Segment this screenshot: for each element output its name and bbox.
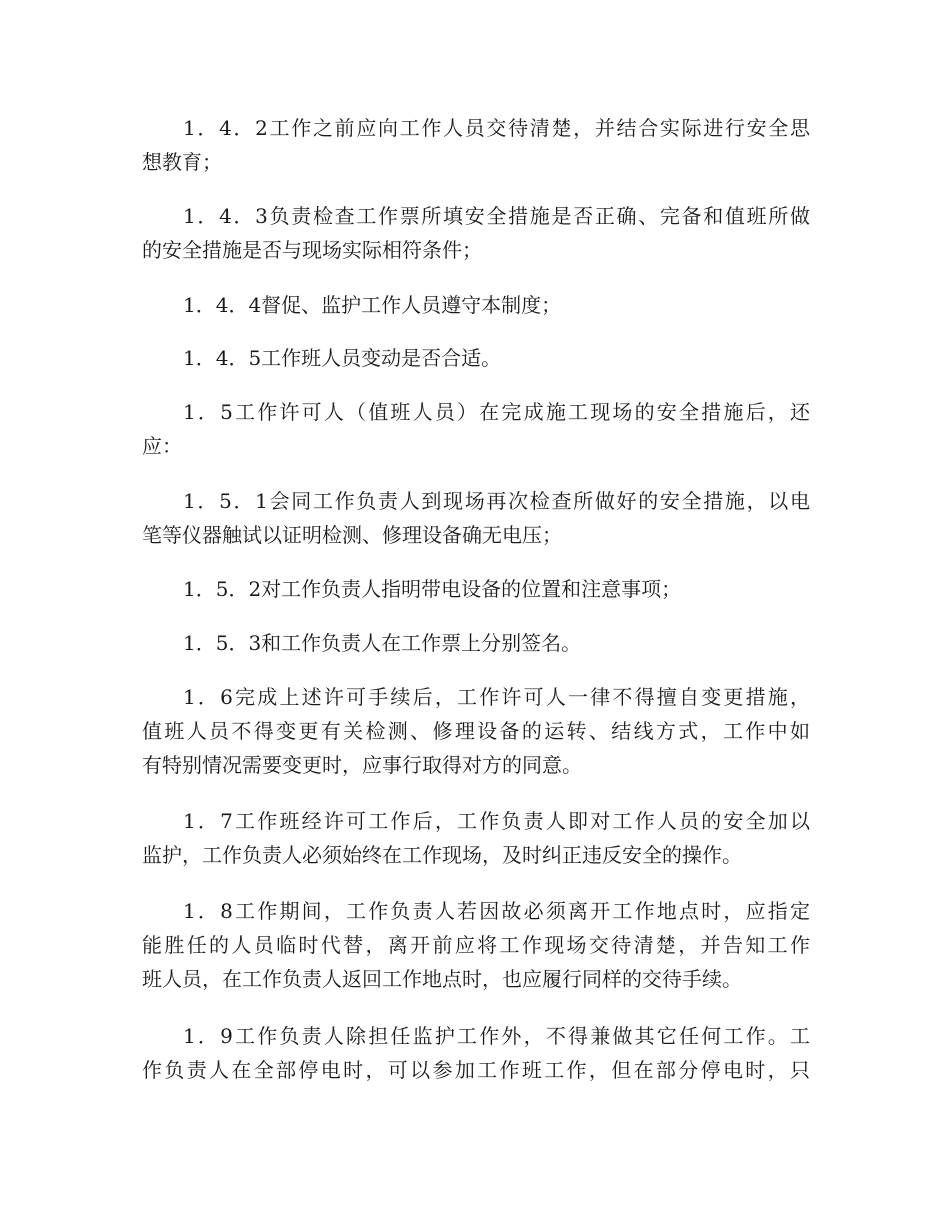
text-line: 1．5工作许可人（值班人员）在完成施工现场的安全措施后，还 [183, 400, 810, 424]
text-line: 的安全措施是否与现场实际相符条件； [142, 238, 482, 262]
text-line: 1．7工作班经许可工作后，工作负责人即对工作人员的安全加以 [183, 809, 810, 833]
text-line: 应： [142, 434, 182, 458]
text-line: 想教育； [142, 150, 222, 174]
text-line: 1．5．3和工作负责人在工作票上分别签名。 [183, 631, 582, 655]
text-line: 1．5．2对工作负责人指明带电设备的位置和注意事项； [183, 577, 682, 601]
text-line: 班人员，在工作负责人返回工作地点时，也应履行同样的交待手续。 [142, 967, 742, 991]
paragraph-1-4-3 [142, 199, 810, 267]
paragraph-1-5 [142, 395, 810, 463]
paragraph-1-4-5 [142, 341, 810, 375]
text-line: 有特别情况需要变更时，应事行取得对方的同意。 [142, 753, 582, 777]
paragraph-1-6 [142, 680, 810, 782]
text-line: 1．6完成上述许可手续后，工作许可人一律不得擅自变更措施， [183, 685, 810, 709]
text-line: 1．4．3负责检查工作票所填安全措施是否正确、完备和值班所做 [183, 204, 810, 228]
text-line: 笔等仪器触试以证明检测、修理设备确无电压； [142, 523, 562, 547]
paragraph-1-9 [142, 1019, 810, 1087]
text-line: 1．4．2工作之前应向工作人员交待清楚，并结合实际进行安全思 [183, 116, 810, 140]
text-line: 监护，工作负责人必须始终在工作现场，及时纠正违反安全的操作。 [142, 843, 742, 867]
text-line: 1．4．4督促、监护工作人员遵守本制度； [183, 293, 562, 317]
text-line: 能胜任的人员临时代替，离开前应将工作现场交待清楚，并告知工作 [142, 933, 810, 957]
paragraph-1-4-2 [142, 111, 810, 179]
text-line: 值班人员不得变更有关检测、修理设备的运转、结线方式，工作中如 [142, 719, 810, 743]
text-line: 1．5．1会同工作负责人到现场再次检查所做好的安全措施，以电 [183, 489, 810, 513]
paragraph-1-4-4 [142, 288, 810, 322]
text-line: 1．8工作期间，工作负责人若因故必须离开工作地点时，应指定 [183, 899, 810, 923]
text-line: 1．9工作负责人除担任监护工作外，不得兼做其它任何工作。工 [183, 1024, 810, 1048]
paragraph-1-7 [142, 804, 810, 872]
text-line: 1．4．5工作班人员变动是否合适。 [183, 346, 502, 370]
paragraph-1-8 [142, 894, 810, 996]
paragraph-1-5-3 [142, 626, 810, 660]
paragraph-1-5-2 [142, 572, 810, 606]
paragraph-1-5-1 [142, 484, 810, 552]
text-line: 作负责人在全部停电时，可以参加工作班工作，但在部分停电时，只 [142, 1058, 810, 1082]
